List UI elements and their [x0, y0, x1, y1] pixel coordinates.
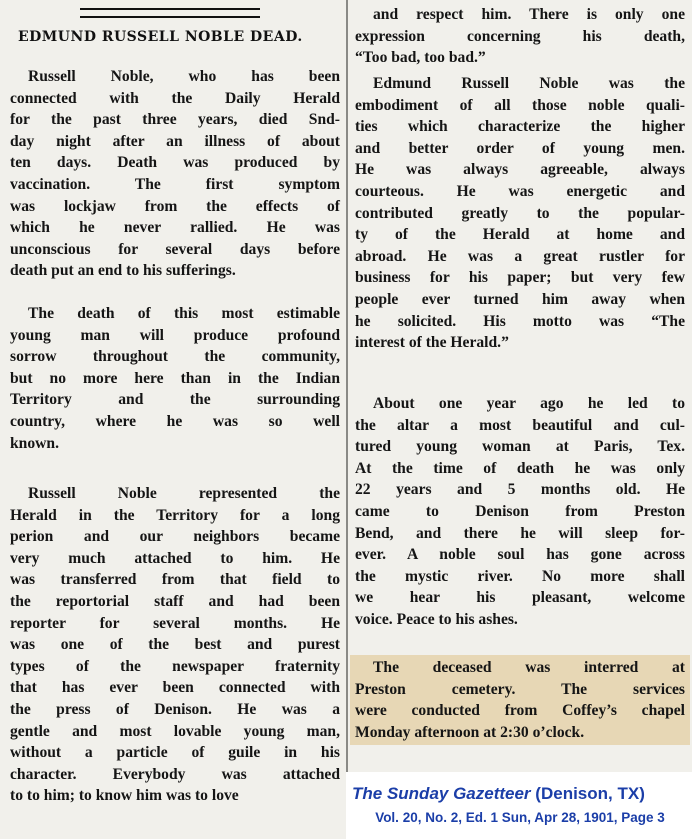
text-line: the reportorial staff and had been — [10, 592, 340, 610]
text-line: He was always agreeable, always — [355, 161, 685, 179]
text-line: Herald in the Territory for a long — [10, 506, 340, 524]
text-line: that has ever been connected with — [10, 679, 340, 697]
text-line: abroad. He was a great rustler for — [355, 247, 685, 265]
right-paragraph-1 — [355, 4, 685, 69]
publication-name: The Sunday Gazetteer — [352, 784, 531, 803]
caption-box — [346, 772, 692, 839]
text-line: vaccination. The first symptom — [10, 175, 340, 193]
text-line: ties which characterize the higher — [355, 118, 685, 136]
headline-rule — [80, 8, 260, 18]
caption-title — [352, 784, 688, 804]
text-line: reporter for several months. He — [10, 614, 340, 632]
text-line: the altar a most beautiful and cul- — [355, 416, 685, 434]
text-line: business for his paper; but very few — [355, 269, 685, 287]
text-line: character. Everybody was attached — [10, 765, 340, 783]
text-line: the press of Denison. He was a — [10, 700, 340, 718]
text-line: expression concerning his death, — [355, 27, 685, 45]
left-paragraph-2 — [10, 303, 340, 454]
text-line: Monday afternoon at 2:30 o’clock. — [355, 723, 585, 741]
text-line: to to him; to know him was to love — [10, 787, 239, 805]
text-line: Russell Noble, who has been — [28, 68, 340, 85]
text-line: About one year ago he led to — [373, 395, 685, 412]
text-line: without a particle of guile in his — [10, 744, 340, 762]
publication-location: (Denison, TX) — [535, 784, 645, 803]
text-line: courteous. He was energetic and — [355, 182, 685, 200]
text-line: The deceased was interred at — [373, 659, 685, 676]
text-line: At the time of death he was only — [355, 459, 685, 477]
text-line: interest of the Herald.” — [355, 334, 509, 352]
text-line: the mystic river. No more shall — [355, 567, 685, 585]
text-line: perion and our neighbors became — [10, 528, 340, 546]
text-line: ever. A noble soul has gone across — [355, 546, 685, 564]
right-paragraph-3 — [355, 393, 685, 631]
text-line: came to Denison from Preston — [355, 502, 685, 520]
text-line: Edmund Russell Noble was the — [373, 75, 685, 92]
text-line: Preston cemetery. The services — [355, 680, 685, 698]
text-line: and respect him. There is only one — [373, 6, 685, 23]
text-line: types of the newspaper fraternity — [10, 657, 340, 675]
text-line: voice. Peace to his ashes. — [355, 610, 518, 628]
text-line: connected with the Daily Herald — [10, 89, 340, 107]
text-line: embodiment of all those noble quali- — [355, 96, 685, 114]
column-divider — [346, 0, 348, 839]
text-line: ten days. Death was produced by — [10, 154, 340, 172]
text-line: “Too bad, too bad.” — [355, 49, 486, 67]
text-line: very much attached to him. He — [10, 549, 340, 567]
text-line: gentle and most lovable young man, — [10, 722, 340, 740]
text-line: he solicited. His motto was “The — [355, 312, 685, 330]
text-line: contributed greatly to the popular- — [355, 204, 685, 222]
text-line: 22 years and 5 months old. He — [355, 481, 685, 499]
text-line: was one of the best and purest — [10, 636, 340, 654]
text-line: were conducted from Coffey’s chapel — [355, 702, 685, 720]
text-line: was lockjaw from the effects of — [10, 197, 340, 215]
issue-details: Vol. 20, No. 2, Ed. 1 Sun, Apr 28, 1901, Page 3 — [375, 810, 665, 825]
text-line: but no more here than in the Indian — [10, 369, 340, 387]
text-line: young man will produce profound — [10, 326, 340, 344]
text-line: Russell Noble represented the — [28, 485, 340, 502]
text-line: The death of this most estimable — [28, 305, 340, 322]
text-line: day night after an illness of about — [10, 132, 340, 150]
text-line: which he never rallied. He was — [10, 219, 340, 237]
left-paragraph-3 — [10, 483, 340, 807]
text-line: death put an end to his sufferings. — [10, 262, 236, 280]
article-headline: EDMUND RUSSELL NOBLE DEAD. — [18, 29, 303, 45]
text-line: was transferred from that field to — [10, 571, 340, 589]
text-line: Territory and the surrounding — [10, 391, 340, 409]
text-line: Bend, and there he will sleep for- — [355, 524, 685, 542]
right-paragraph-2 — [355, 73, 685, 354]
text-line: tured young woman at Paris, Tex. — [355, 438, 685, 456]
text-line: people ever turned him away when — [355, 290, 685, 308]
text-line: country, where he was so well — [10, 412, 340, 430]
text-line: for the past three years, died Snd- — [10, 111, 340, 129]
left-paragraph-1 — [10, 66, 340, 282]
text-line: sorrow throughout the community, — [10, 348, 340, 366]
right-paragraph-4 — [355, 657, 685, 743]
text-line: we hear his pleasant, welcome — [355, 589, 685, 607]
text-line: unconscious for several days before — [10, 240, 340, 258]
text-line: known. — [10, 434, 59, 452]
text-line: ty of the Herald at home and — [355, 226, 685, 244]
text-line: and better order of young men. — [355, 139, 685, 157]
